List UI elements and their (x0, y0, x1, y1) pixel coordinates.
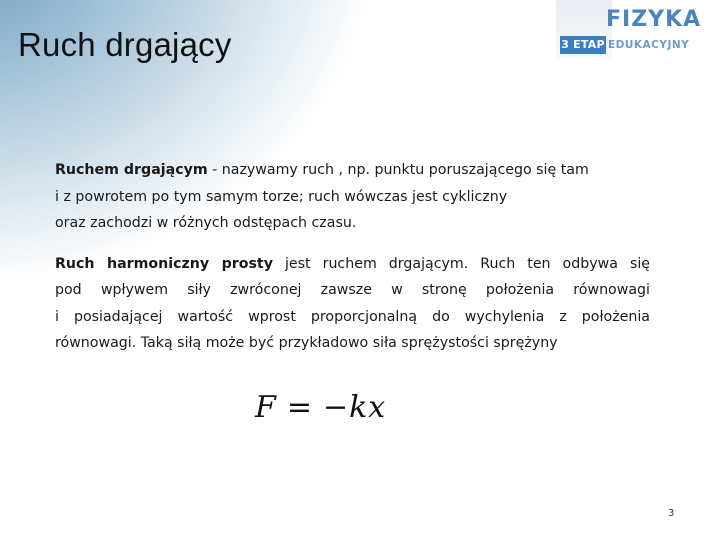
harmonic-paragraph (55, 251, 650, 357)
paragraph-line: równowagi. Taką siłą może być przykładowo siła sprężystości sprężyny (55, 335, 558, 351)
hooke-formula (255, 390, 386, 425)
paragraph-line: oraz zachodzi w różnych odstępach czasu. (55, 215, 357, 231)
paragraph-text: jest ruchem drgającym. Ruch ten odbywa się (272, 255, 651, 272)
paragraph-line (55, 251, 650, 278)
logo-badge: 3 ETAP (560, 36, 606, 54)
page-number: 3 (668, 508, 675, 519)
formula-lhs: F (255, 390, 277, 425)
formula-equals: = (286, 390, 313, 425)
harmonic-term: Ruch harmoniczny prosty (55, 255, 273, 272)
logo-name: FIZYKA (606, 7, 702, 32)
definition-term: Ruchem drgającym (55, 162, 208, 178)
slide-title: Ruch drgający (18, 26, 232, 63)
paragraph-line: i posiadającej wartość wprost proporcjonalną do wychylenia z położenia (55, 308, 650, 325)
paragraph-line: pod wpływem siły zwróconej zawsze w stronę położenia równowagi (55, 282, 650, 298)
formula-rhs: −kx (322, 390, 387, 425)
paragraph-text: - nazywamy ruch , np. punktu poruszającego się tam (207, 162, 589, 178)
paragraph-line: i z powrotem po tym samym torze; ruch wówczas jest cykliczny (55, 188, 508, 205)
logo-subtitle: EDUKACYJNY (608, 39, 690, 51)
definition-paragraph (55, 157, 650, 237)
fizyka-logo (556, 0, 706, 58)
paragraph-line (55, 162, 589, 178)
slide-content (55, 157, 650, 371)
